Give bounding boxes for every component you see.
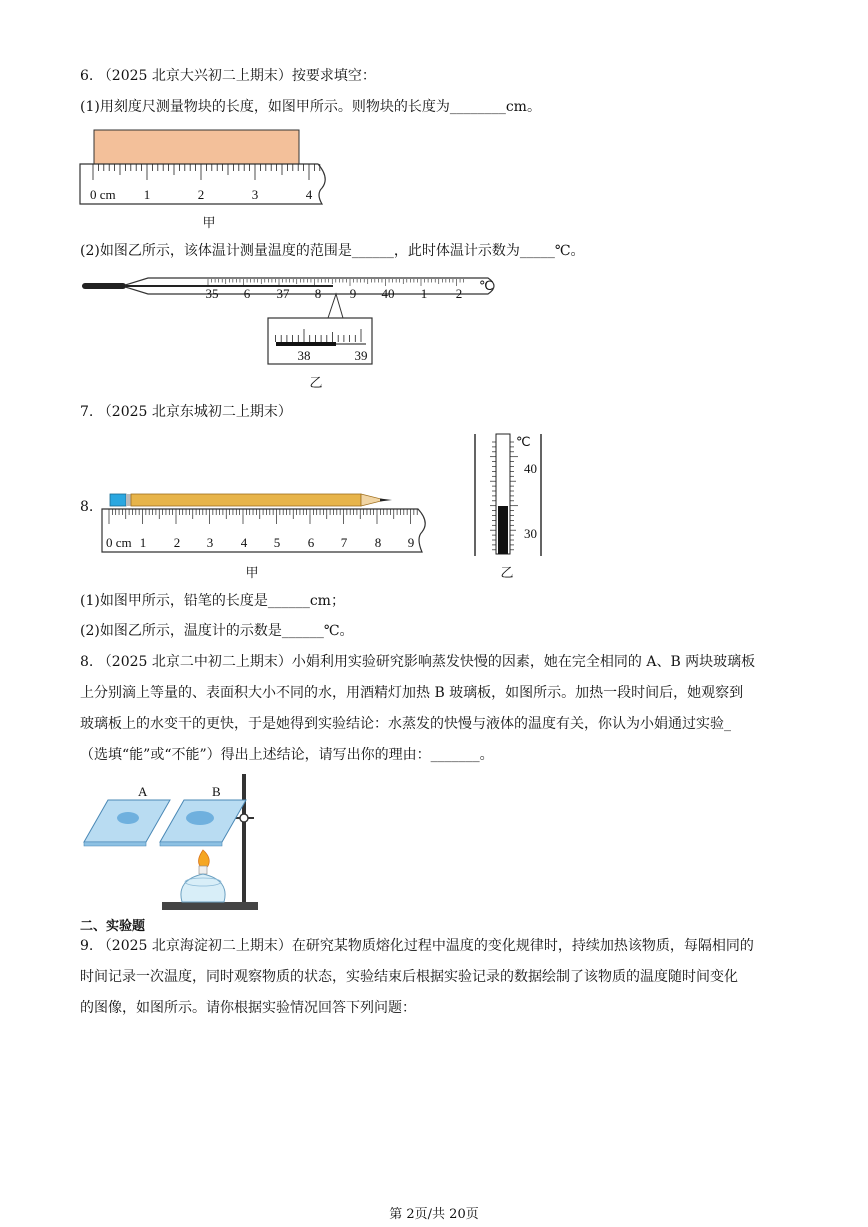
q7-part2: (2)如图乙所示，温度计的示数是______℃。 [80, 623, 354, 639]
q7-ruler-unit: 0 cm [106, 535, 132, 550]
q8-line1: 8. （2025 北京二中初二上期末）小娟利用实验研究影响蒸发快慢的因素，她在完全相同的 A、B 两块玻璃板 [80, 654, 756, 670]
q7-tick-label: 2 [173, 535, 181, 550]
q7-tick-label: 7 [340, 535, 348, 550]
q7-tick-label: 3 [206, 535, 214, 550]
thermo-tick: 9 [349, 286, 357, 301]
thermo-tick: 8 [314, 286, 322, 301]
q6-tick-label: 1 [143, 187, 151, 202]
liquid-column [498, 506, 508, 554]
q6-thermometer-figure [78, 270, 508, 395]
q6-figure-caption-jia: 甲 [202, 216, 216, 231]
q6-heading: 6. （2025 北京大兴初二上期末）按要求填空： [80, 68, 376, 84]
q7-tick-label: 5 [273, 535, 281, 550]
q6-ruler-figure [78, 128, 338, 238]
thermo-tick: 6 [243, 286, 251, 301]
q7-tick-label: 8 [374, 535, 382, 550]
plate-a-label: A [138, 784, 148, 799]
thermo-tick: 37 [276, 286, 290, 301]
thermo-tick: 2 [455, 286, 463, 301]
q8-line4: （选填“能”或“不能”）得出上述结论，请写出你的理由：_______。 [80, 747, 494, 763]
pencil [131, 494, 361, 506]
flame [199, 850, 210, 868]
q6-ruler-unit: 0 cm [90, 187, 116, 202]
q7-figure-caption-yi: 乙 [500, 566, 514, 581]
q9-line2: 时间记录一次温度，同时观察物质的状态，实验结束后根据实验记录的数据绘制了该物质的温度随时间变化 [80, 969, 738, 985]
zoom-tick: 39 [354, 348, 368, 363]
thermo-tick: 1 [420, 286, 428, 301]
q7-figure-caption-jia: 甲 [245, 566, 259, 581]
q6-tick-label: 4 [305, 187, 313, 202]
q9-line1: 9. （2025 北京海淀初二上期末）在研究某物质熔化过程中温度的变化规律时，持续加热该物质，每隔相同的 [80, 938, 754, 954]
thermo-unit: ℃ [479, 278, 494, 293]
q7-tick-label: 6 [307, 535, 315, 550]
page-footer: 第 2页/共 20页 [389, 1207, 479, 1222]
q7-tick-label: 4 [240, 535, 248, 550]
q7-number-8: 8. [80, 499, 94, 515]
q7-thermo-tick: 40 [524, 461, 537, 476]
thermo-tick: 35 [205, 286, 219, 301]
q9-line3: 的图像，如图所示。请你根据实验情况回答下列问题： [80, 1000, 416, 1016]
q7-part1: (1)如图甲所示，铅笔的长度是______cm； [80, 593, 345, 609]
plate-b-label: B [212, 784, 221, 799]
q7-tick-label: 1 [139, 535, 147, 550]
q7-thermo-tick: 30 [524, 526, 537, 541]
q6-block [94, 130, 299, 164]
q8-evaporation-figure [78, 772, 278, 917]
q6-tick-label: 2 [197, 187, 205, 202]
q7-thermo-unit: ℃ [516, 434, 531, 449]
section-heading-experiment: 二、实验题 [80, 919, 146, 934]
q7-heading: 7. （2025 北京东城初二上期末） [80, 404, 292, 420]
q7-tick-label: 9 [407, 535, 415, 550]
thermo-tick: 40 [381, 286, 395, 301]
q8-line3: 玻璃板上的水变干的更快，于是她得到实验结论：水蒸发的快慢与液体的温度有关，你认为小娟通过实验_ [80, 716, 731, 732]
q8-line2: 上分别滴上等量的、表面积大小不同的水，用酒精灯加热 B 玻璃板，如图所示。加热一段时间后，她观察到 [80, 685, 744, 701]
q7-pencil-ruler-figure [100, 490, 440, 580]
q6-part2: (2)如图乙所示，该体温计测量温度的范围是______，此时体温计示数为_____℃。 [80, 243, 585, 259]
q7-thermometer-figure [470, 432, 560, 582]
q6-tick-label: 3 [251, 187, 259, 202]
q6-part1: (1)用刻度尺测量物块的长度，如图甲所示。则物块的长度为________cm。 [80, 99, 541, 115]
q6-figure-caption-yi: 乙 [309, 376, 323, 391]
zoom-tick: 38 [297, 348, 311, 363]
